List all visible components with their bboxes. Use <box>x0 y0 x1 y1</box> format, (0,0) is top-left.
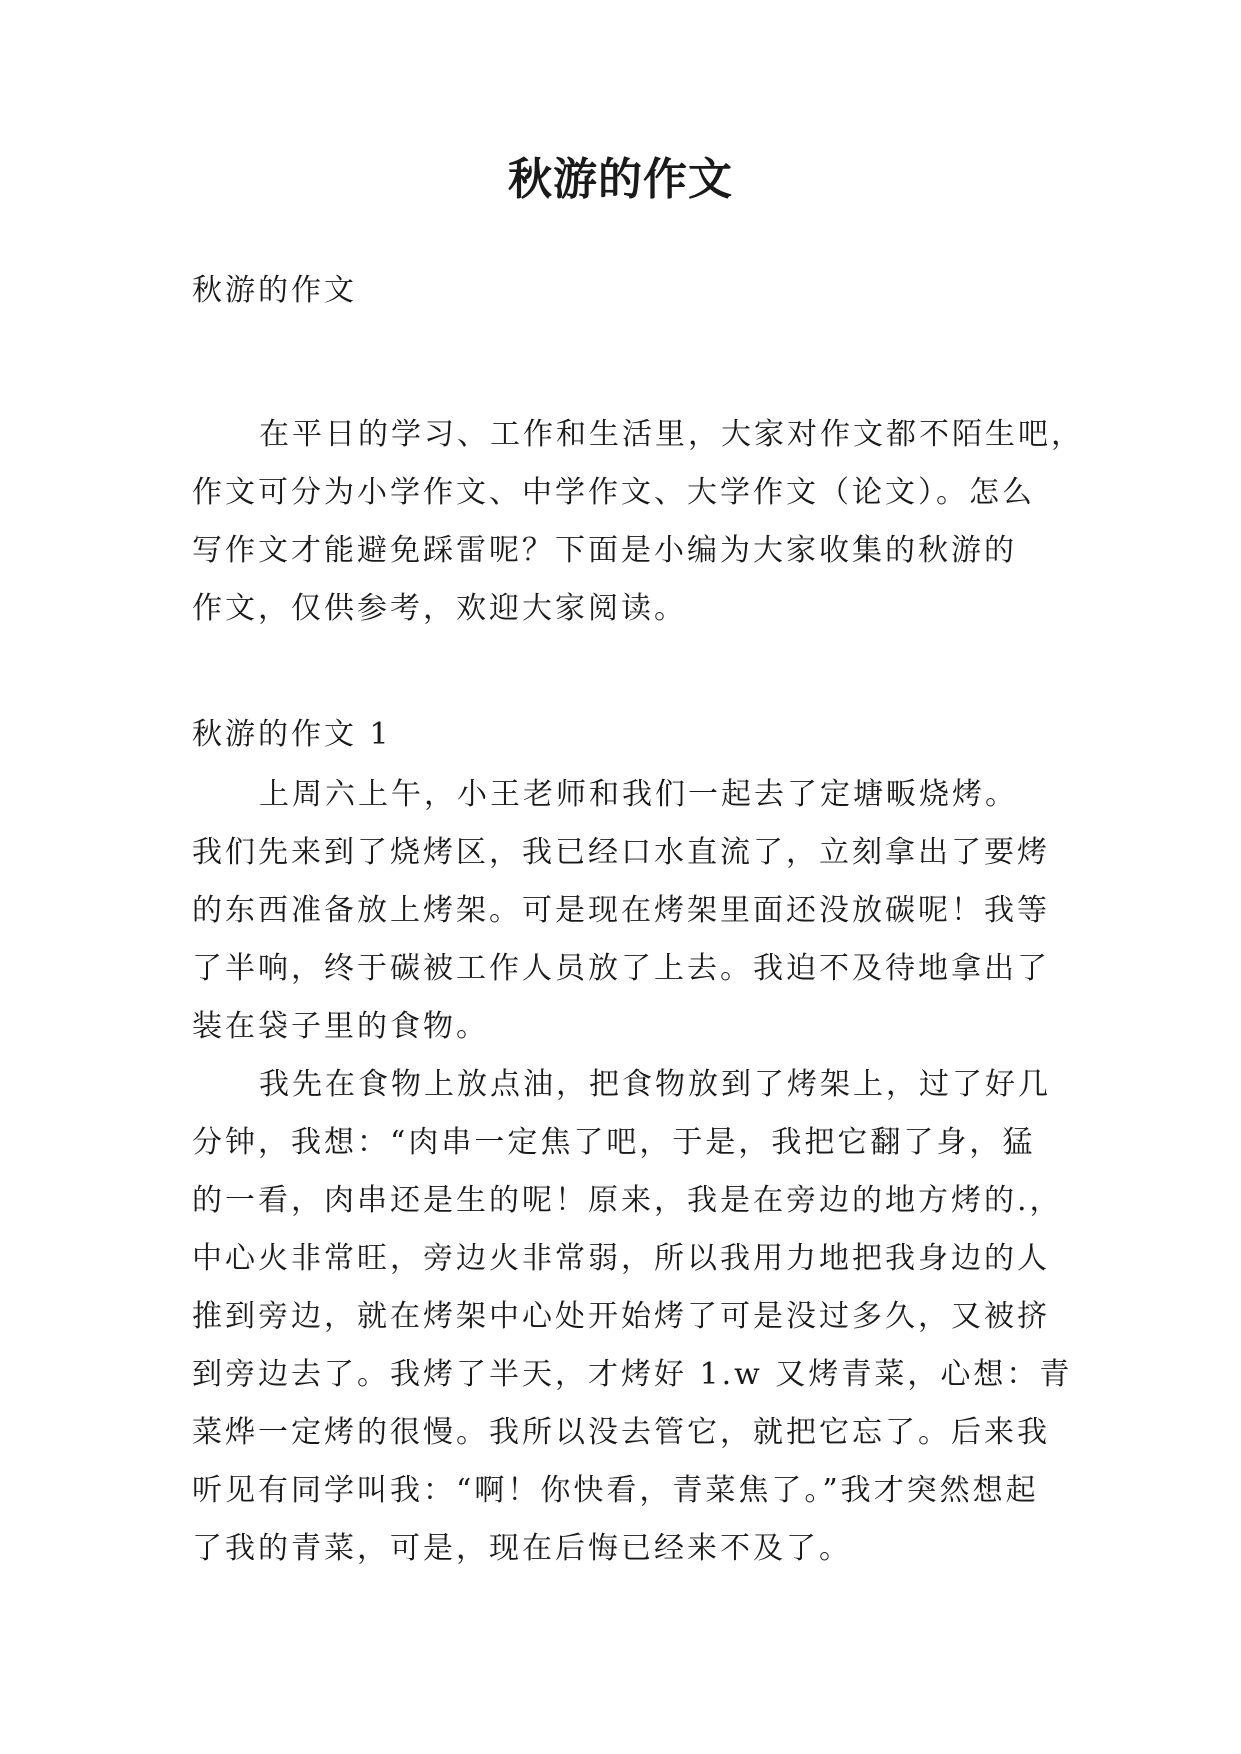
section1-paragraph-2 <box>192 1056 1073 1578</box>
paragraph-line: 到旁边去了。我烤了半天，才烤好 1.w 又烤青菜，心想：青 <box>192 1357 1073 1392</box>
paragraph-line: 作文，仅供参考，欢迎大家阅读。 <box>192 591 687 626</box>
paragraph-line: 中心火非常旺，旁边火非常弱，所以我用力地把我身边的人 <box>192 1241 1050 1276</box>
paragraph-line: 听见有同学叫我：“啊！你快看，青菜焦了。”我才突然想起 <box>192 1473 1039 1508</box>
paragraph-line: 的东西准备放上烤架。可是现在烤架里面还没放碳呢！我等 <box>192 893 1050 928</box>
paragraph-line: 了半响，终于碳被工作人员放了上去。我迫不及待地拿出了 <box>192 951 1050 986</box>
paragraph-line: 菜烨一定烤的很慢。我所以没去管它，就把它忘了。后来我 <box>192 1415 1050 1450</box>
section1-paragraph-1 <box>192 766 1062 1056</box>
spacer <box>192 320 1062 406</box>
spacer <box>192 638 1062 706</box>
paragraph-line: 推到旁边，就在烤架中心处开始烤了可是没过多久，又被挤 <box>192 1299 1050 1334</box>
paragraph-line: 写作文才能避免踩雷呢？下面是小编为大家收集的秋游的 <box>192 533 1017 568</box>
paragraph-line: 上周六上午，小王老师和我们一起去了定塘畈烧烤。 <box>259 777 1018 812</box>
document-body <box>192 262 1084 1578</box>
paragraph-line: 的一看，肉串还是生的呢！原来，我是在旁边的地方烤的.， <box>192 1183 1063 1218</box>
paragraph-line: 了我的青菜，可是，现在后悔已经来不及了。 <box>192 1531 852 1566</box>
paragraph-line: 作文可分为小学作文、中学作文、大学作文（论文）。怎么 <box>192 475 1035 510</box>
paragraph-line: 在平日的学习、工作和生活里，大家对作文都不陌生吧， <box>259 417 1084 452</box>
document-title: 秋游的作文 <box>508 154 733 205</box>
intro-paragraph <box>192 406 1084 638</box>
paragraph-line: 装在袋子里的食物。 <box>192 1009 489 1044</box>
document-subtitle: 秋游的作文 <box>192 273 357 308</box>
paragraph-line: 我们先来到了烧烤区，我已经口水直流了，立刻拿出了要烤 <box>192 835 1050 870</box>
paragraph-line: 分钟，我想：“肉串一定焦了吧，于是，我把它翻了身，猛 <box>192 1125 1036 1160</box>
section-heading: 秋游的作文 1 <box>192 717 392 752</box>
paragraph-line: 我先在食物上放点油，把食物放到了烤架上，过了好几 <box>259 1067 1051 1102</box>
